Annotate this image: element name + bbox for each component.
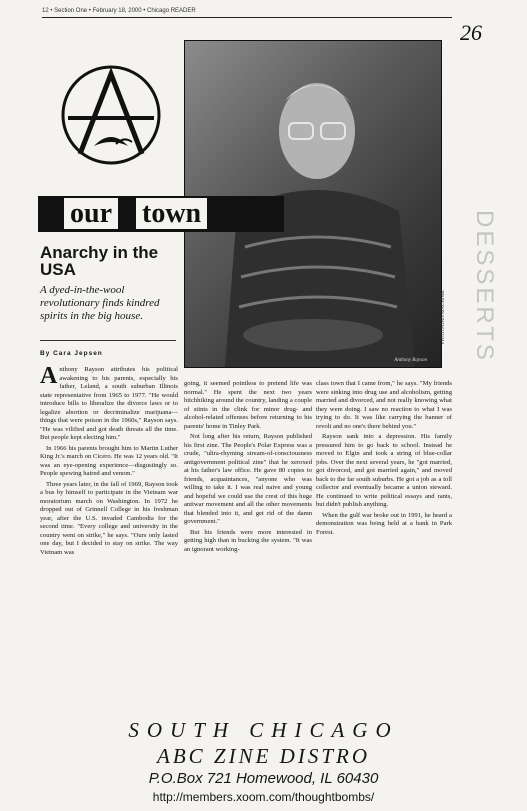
paragraph: nthony Rayson attributes his political awakening to his parents, especially his father, Leland, a south suburban Illinois state representative from 1965 to 1977. "He would introduce bills to liberalize the divorce laws or to legalize abortion or decriminalize marijuana—things that were poison in the 1960s," Rayson says. "He was vilified and got death threats all the time. But people kept electing him." [40, 366, 178, 441]
article-column-3 [316, 380, 452, 712]
paragraph: Not long after his return, Rayson published his first zine. The People's Polar Express was a crude, "ultra-rhyming stream-of-consciousness antigovernment political zine" that he xeroxed at his father's law office. He gave 80 copies to friends, acquaintances, "anyone who was willing to take it. I was real naive and young and hopeful we could use the crest of this huge antiwar movement and all the other movements that blended into it, and get rid of the damn government." [184, 433, 312, 525]
banner-text [64, 200, 207, 228]
article-column-2 [184, 380, 312, 712]
distro-url-link[interactable]: http://members.xoom.com/thoughtbombs/ [152, 790, 375, 804]
our-town-banner [38, 196, 284, 232]
paragraph: Three years later, in the fall of 1969, Rayson took a bus by himself to participate in the Vietnam war moratorium march on Washington. In 1972 he dropped out of Grinnell College in his freshman year, after the U.S. invaded Cambodia for the second time. "Every college and university in the country went on strike," he says. "Ours only lasted one day, but I decided to stay on strike. The way Vietnam was [40, 480, 178, 556]
banner-word-our: our [64, 198, 118, 229]
distro-name-line2: ABC ZINE DISTRO [157, 744, 370, 768]
anarchy-logo-icon [58, 62, 164, 168]
paragraph: But his friends were more interested in getting high than in bucking the system. "It was an ignorant working- [184, 528, 312, 553]
handwritten-page-number: 26 [460, 20, 482, 45]
paragraph: When the gulf war broke out in 1991, he heard a demonstration was being held at a bank in Park Forest. [316, 511, 452, 536]
bleed-through-text: DESSERTS [471, 210, 498, 363]
article-column-1 [40, 366, 178, 712]
running-header: 12 • Section One • February 18, 2000 • Chicago READER [42, 8, 196, 14]
article-headline: Anarchy in the USA [40, 243, 159, 279]
article-subhead: A dyed-in-the-wool revolutionary finds kindred spirits in the big house. [40, 284, 160, 322]
distro-address: P.O.Box 721 Homewood, IL 60430 [148, 770, 379, 787]
article-byline: By Cara Jepsen [40, 350, 103, 357]
header-rule [42, 17, 452, 18]
photo-caption: Anthony Rayson [394, 358, 427, 363]
distro-name-line1: SOUTH CHICAGO [128, 718, 399, 742]
subhead-rule [40, 340, 176, 341]
paragraph: In 1966 his parents brought him to Martin Luther King Jr.'s march on Cicero. He was 12 years old. "It was an eye-opening experience—disgustingly so. People spewing hatred and venom." [40, 444, 178, 477]
paragraph: going, it seemed pointless to pretend life was normal." He spent the next two years hitchhiking around the country, landing a couple of stints in the clink for minor drug- and alcohol-related offenses before returning to his parents' home in Tinley Park. [184, 380, 312, 430]
photo-side-credit: PHOTO/DAN MACHNIK [441, 290, 446, 344]
banner-word-town: town [136, 198, 207, 229]
drop-cap: A [40, 366, 58, 389]
paragraph: Rayson sank into a depression. His family pressured him to go back to school. Instead he moved to Elgin and took a string of blue-collar jobs. Over the next several years, he "got married, got divorced, and got married again," and moved back to the far south suburbs. He got a job as a toll collector and eventually became a union steward. He continued to write political essays and rants, but didn't publish anything. [316, 433, 452, 508]
paragraph: class town that I came from," he says. "My friends were sinking into drug use and alcoholism, getting married and divorced, and not really knowing what they were doing. I saw no reaction to what I was trying to do. It was like carrying the banner of revolt and no one's there behind you." [316, 380, 452, 430]
